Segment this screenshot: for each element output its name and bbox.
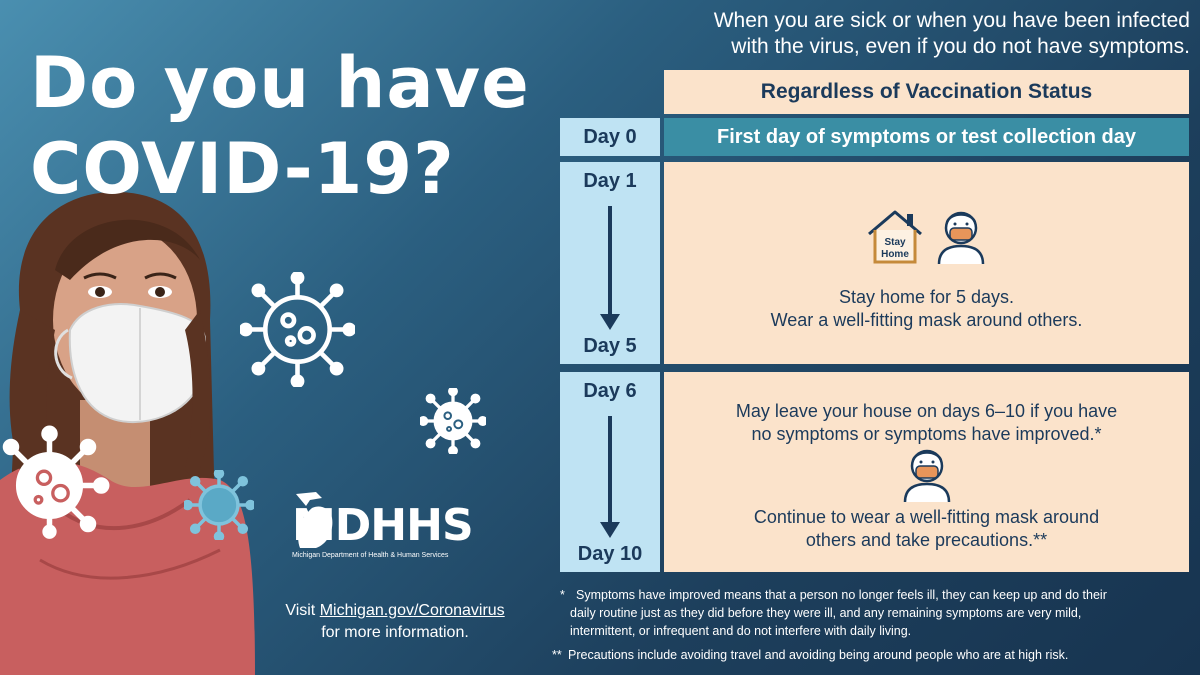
headline-line-2: COVID-19?	[30, 128, 455, 210]
coronavirus-website-link[interactable]: Michigan.gov/Coronavirus	[319, 602, 505, 619]
arrow-head-icon	[600, 522, 620, 538]
arrow-head-icon	[600, 314, 620, 330]
headline	[30, 40, 570, 212]
panel-2-line-4: others and take precautions.**	[805, 530, 1048, 550]
day-6-label: Day 6	[583, 380, 637, 402]
stay-home-house-icon	[865, 208, 925, 266]
day-1-label: Day 1	[583, 170, 637, 192]
intro-line-2: with the virus, even if you do not have symptoms.	[731, 35, 1190, 58]
day-range-1-5	[560, 162, 660, 364]
panel-1-line-2: Wear a well-fitting mask around others.	[770, 310, 1083, 330]
virus-icon	[240, 272, 355, 387]
panel-2-line-2: no symptoms or symptoms have improved.*	[751, 424, 1102, 444]
day-0-label: Day 0	[560, 118, 660, 156]
panel-2-icon-wrap	[664, 446, 1189, 504]
day-5-label: Day 5	[583, 335, 637, 357]
footnote-1-line-3: intermittent, or infrequent and do not interfere with daily living.	[570, 624, 912, 638]
masked-person-icon	[933, 208, 989, 266]
intro-line-1: When you are sick or when you have been infected	[713, 9, 1190, 32]
day-range-6-10	[560, 372, 660, 572]
logo-subtitle: Michigan Department of Health & Human Services	[292, 552, 449, 559]
logo-wordmark: MDHHS	[292, 500, 473, 551]
footnote-1-line-1: Symptoms have improved means that a person no longer feels ill, they can keep up and do their	[576, 588, 1107, 602]
days-1-5-panel	[664, 162, 1189, 364]
day-10-label: Day 10	[577, 543, 643, 565]
footnote-precautions	[552, 648, 1192, 662]
masked-person-icon	[899, 446, 955, 504]
visit-suffix: for more information.	[321, 624, 469, 641]
footnote-2-mark: **	[552, 648, 562, 662]
panel-1-line-1: Stay home for 5 days.	[838, 287, 1015, 307]
panel-2-text-bottom	[664, 506, 1189, 552]
stay-home-label-2: Home	[880, 249, 909, 260]
visit-info	[260, 600, 530, 644]
visit-prefix: Visit	[285, 602, 320, 619]
footnote-1-line-2: daily routine just as they did before they were ill, and any remaining symptoms are very mild,	[570, 606, 1082, 620]
stay-home-label-1: Stay	[883, 237, 906, 248]
panel-2-line-1: May leave your house on days 6–10 if you have	[735, 401, 1118, 421]
arrow-down-icon	[608, 416, 612, 524]
days-6-10-panel	[664, 372, 1189, 572]
mdhhs-logo	[292, 490, 482, 570]
virus-icon	[184, 470, 254, 540]
footnote-1-mark: *	[560, 588, 565, 602]
vaccination-status-header: Regardless of Vaccination Status	[664, 70, 1189, 114]
panel-2-line-3: Continue to wear a well-fitting mask around	[753, 507, 1100, 527]
headline-line-1: Do you have	[30, 42, 530, 124]
footnote-symptoms-improved	[560, 586, 1190, 640]
first-day-description: First day of symptoms or test collection day	[664, 118, 1189, 156]
panel-1-icons	[664, 208, 1189, 266]
footnote-2-text: Precautions include avoiding travel and avoiding being around people who are at high risk.	[568, 648, 1069, 662]
virus-icon	[420, 388, 486, 454]
arrow-down-icon	[608, 206, 612, 316]
panel-2-text-top	[664, 400, 1189, 446]
panel-1-text	[664, 286, 1189, 332]
intro-text	[600, 8, 1190, 60]
virus-icon	[0, 420, 110, 540]
